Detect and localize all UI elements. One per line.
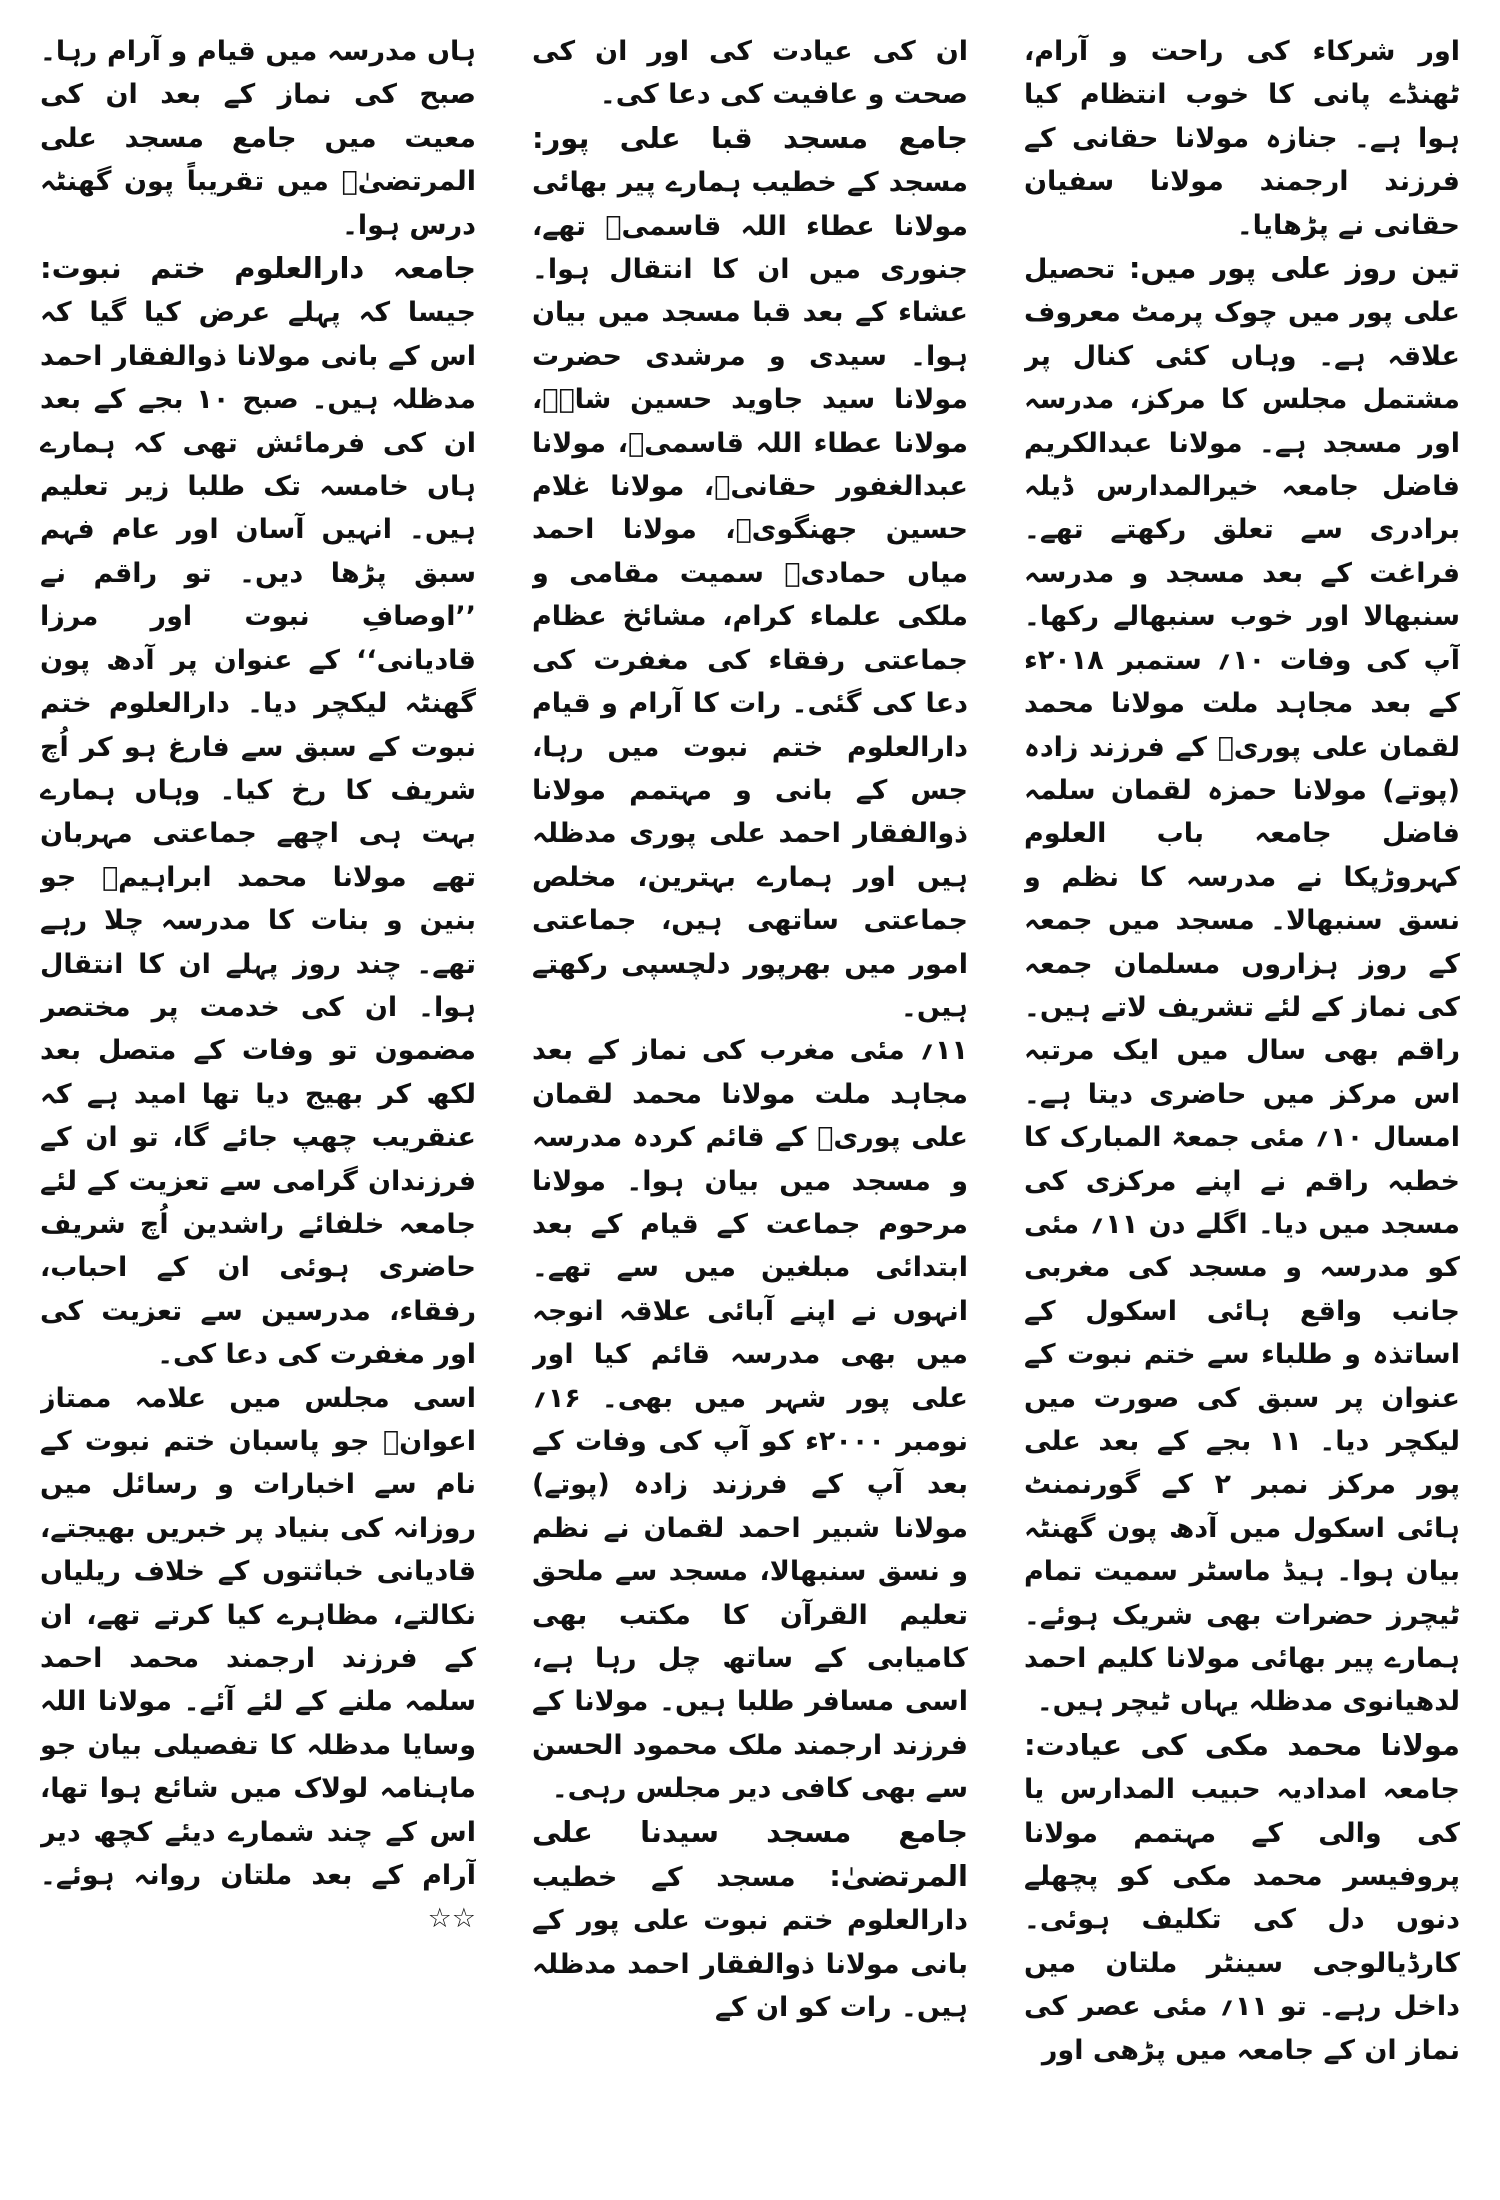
article-page bbox=[40, 30, 1460, 2180]
paragraph-text: جامعہ امدادیہ حبیب المدارس یا کی والی کے مہتمم مولانا پروفیسر محمد مکی کو پچھلے دنوں دل کی تکلیف ہوئی۔ کارڈیالوجی سینٹر ملتان میں داخل رہے۔ تو ۱۱؍ مئی عصر کی نماز ان کے جامعہ میں پڑھی اور bbox=[1024, 1774, 1460, 2066]
paragraph-text: اسی مجلس میں علامہ ممتاز اعوانؒ جو پاسبان ختم نبوت کے نام سے اخبارات و رسائل میں روزانہ کی بنیاد پر خبریں بھیجتے، قادیانی خباثتوں کے خلاف ریلیاں نکالتے، مظاہرے کیا کرتے تھے، ان کے فرزند ارجمند محمد احمد سلمہ ملنے کے لئے آئے۔ مولانا اللہ وسایا مدظلہ کا تفصیلی بیان جو ماہنامہ لولاک میں شائع ہوا تھا، اس کے چند شمارے دیئے کچھ دیر آرام کے بعد ملتان روانہ ہوئے۔ bbox=[40, 1382, 476, 1892]
column-middle bbox=[532, 30, 968, 2180]
section-heading: مولانا محمد مکی کی عیادت: bbox=[1024, 1727, 1460, 1762]
paragraph: اور شرکاء کی راحت و آرام، ٹھنڈے پانی کا خوب انتظام کیا ہوا ہے۔ جنازہ مولانا حقانی کے فرزند ارجمند مولانا سفیان حقانی نے پڑھایا۔ bbox=[1024, 36, 1460, 241]
paragraph-text: مسجد کے خطیب دارالعلوم ختم نبوت علی پور کے بانی مولانا ذوالفقار احمد مدظلہ ہیں۔ رات کو ان کے bbox=[532, 1862, 968, 2024]
paragraph bbox=[532, 1029, 968, 1810]
paragraph bbox=[1024, 1724, 1460, 2072]
section-heading: جامع مسجد قبا علی پور: bbox=[532, 120, 968, 155]
section-heading: تین روز علی پور میں: bbox=[1128, 251, 1460, 286]
paragraph: ان کی عیادت کی اور ان کی صحت و عافیت کی دعا کی۔ bbox=[532, 36, 968, 111]
paragraph: ہاں مدرسہ میں قیام و آرام رہا۔ صبح کی نماز کے بعد ان کی معیت میں جامع مسجد علی المرتضیٰؓ میں تقریباً پون گھنٹہ درس ہوا۔ bbox=[40, 36, 476, 241]
paragraph-text: ۱۱؍ مئی مغرب کی نماز کے بعد مجاہد ملت مولانا محمد لقمان علی پوریؒ کے قائم کردہ مدرسہ و مسجد میں بیان ہوا۔ مولانا مرحوم جماعت کے قیام کے بعد ابتدائی مبلغین میں سے تھے۔ انہوں نے اپنے آبائی علاقہ انوجہ میں بھی مدرسہ قائم کیا اور علی پور شہر میں بھی۔ ۱۶؍ نومبر ۲۰۰۰ء کو آپ کی وفات کے بعد آپ کے فرزند زادہ (پوتے) مولانا شبیر احمد لقمان نے نظم و نسق سنبھالا، مسجد سے ملحق تعلیم القرآن کا مکتب بھی کامیابی کے ساتھ چل رہا ہے، اسی مسافر طلبا ہیں۔ مولانا کے فرزند ارجمند ملک محمود الحسن سے بھی کافی دیر مجلس رہی۔ bbox=[532, 1035, 968, 1805]
column-right bbox=[1024, 30, 1460, 2180]
paragraph bbox=[532, 117, 968, 1030]
end-mark: ☆☆ bbox=[427, 1903, 476, 1935]
paragraph bbox=[1024, 247, 1460, 1724]
paragraph bbox=[40, 247, 476, 1377]
paragraph-text: جیسا کہ پہلے عرض کیا گیا کہ اس کے بانی مولانا ذوالفقار احمد مدظلہ ہیں۔ صبح ۱۰ بجے کے بعد ان کی فرمائش تھی کہ ہمارے ہاں خامسہ تک طلبا زیر تعلیم ہیں۔ انہیں آسان اور عام فہم سبق پڑھا دیں۔ تو راقم نے ’’اوصافِ نبوت اور مرزا قادیانی‘‘ کے عنوان پر آدھ پون گھنٹہ لیکچر دیا۔ دارالعلوم ختم نبوت کے سبق سے فارغ ہو کر اُچ شریف کا رخ کیا۔ وہاں ہمارے بہت ہی اچھے جماعتی مہربان تھے مولانا محمد ابراہیمؒ جو بنین و بنات کا مدرسہ چلا رہے تھے۔ چند روز پہلے ان کا انتقال ہوا۔ ان کی خدمت پر مختصر مضمون تو وفات کے متصل بعد لکھ کر بھیج دیا تھا امید ہے کہ عنقریب چھپ جائے گا، تو ان کے فرزندان گرامی سے تعزیت کے لئے جامعہ خلفائے راشدین اُچ شریف حاضری ہوئی ان کے احباب، رفقاء، مدرسین سے تعزیت کی اور مغفرت کی دعا کی۔ bbox=[40, 297, 476, 1371]
paragraph bbox=[532, 1811, 968, 2030]
paragraph bbox=[40, 1377, 476, 1941]
paragraph-text: تحصیل علی پور میں چوک پرمٹ معروف علاقہ ہے۔ وہاں کئی کنال پر مشتمل مجلس کا مرکز، مدرسہ اور مسجد ہے۔ مولانا عبدالکریم فاضل جامعہ خیرالمدارس ڈیلہ برادری سے تعلق رکھتے تھے۔ فراغت کے بعد مسجد و مدرسہ سنبھالا اور خوب سنبھالے رکھا۔ آپ کی وفات ۱۰؍ ستمبر ۲۰۱۸ء کے بعد مجاہد ملت مولانا محمد لقمان علی پوریؒ کے فرزند زادہ (پوتے) مولانا حمزہ لقمان سلمہ فاضل جامعہ باب العلوم کہروڑپکا نے مدرسہ کا نظم و نسق سنبھالا۔ مسجد میں جمعہ کے روز ہزاروں مسلمان جمعہ کی نماز کے لئے تشریف لاتے ہیں۔ راقم بھی سال میں ایک مرتبہ اس مرکز میں حاضری دیتا ہے۔ امسال ۱۰؍ مئی جمعۃ المبارک کا خطبہ راقم نے اپنے مرکزی کی مسجد میں دیا۔ اگلے دن ۱۱؍ مئی کو مدرسہ و مسجد کی مغربی جانب واقع ہائی اسکول کے اساتذہ و طلباء سے ختم نبوت کے عنوان پر سبق کی صورت میں لیکچر دیا۔ ۱۱ بجے کے بعد علی پور مرکز نمبر ۲ کے گورنمنٹ ہائی اسکول میں آدھ پون گھنٹہ بیان ہوا۔ ہیڈ ماسٹر سمیت تمام ٹیچرز حضرات بھی شریک ہوئے۔ ہمارے پیر بھائی مولانا کلیم احمد لدھیانوی مدظلہ یہاں ٹیچر ہیں۔ bbox=[1024, 254, 1460, 1718]
paragraph-text: مسجد کے خطیب ہمارے پیر بھائی مولانا عطاء اللہ قاسمیؒ تھے، جنوری میں ان کا انتقال ہوا۔ عشاء کے بعد قبا مسجد میں بیان ہوا۔ سیدی و مرشدی حضرت مولانا سید جاوید حسین شاہؒ، مولانا عطاء اللہ قاسمیؒ، مولانا عبدالغفور حقانیؒ، مولانا غلام حسین جھنگویؒ، مولانا احمد میاں حمادیؒ سمیت مقامی و ملکی علماء کرام، مشائخ عظام جماعتی رفقاء کی مغفرت کی دعا کی گئی۔ رات کا آرام و قیام دارالعلوم ختم نبوت میں رہا، جس کے بانی و مہتمم مولانا ذوالفقار احمد علی پوری مدظلہ ہیں اور ہمارے بہترین، مخلص جماعتی ساتھی ہیں، جماعتی امور میں بھرپور دلچسپی رکھتے ہیں۔ bbox=[532, 167, 968, 1023]
section-heading: جامعہ دارالعلوم ختم نبوت: bbox=[40, 251, 476, 286]
section-heading: جامع مسجد سیدنا علی المرتضیٰ: bbox=[532, 1814, 968, 1894]
column-left bbox=[40, 30, 476, 2180]
